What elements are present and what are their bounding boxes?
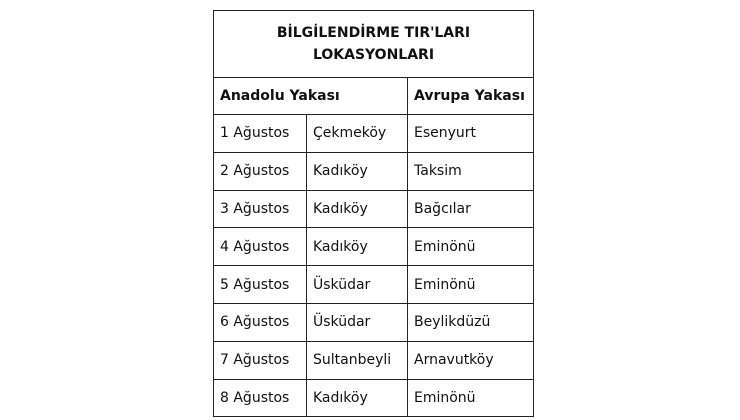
european-location-cell: Bağcılar [408, 190, 534, 228]
date-cell: 2 Ağustos [214, 152, 307, 190]
anatolian-location-cell: Kadıköy [307, 379, 408, 417]
table-row [214, 152, 534, 190]
european-location-cell: Eminönü [408, 266, 534, 304]
table-row [214, 190, 534, 228]
european-location-cell: Beylikdüzü [408, 303, 534, 341]
header-row [214, 78, 534, 115]
locations-table-container [213, 10, 533, 417]
table-row [214, 303, 534, 341]
anatolian-location-cell: Çekmeköy [307, 115, 408, 153]
table-title-line-2: LOKASYONLARI [312, 47, 435, 63]
anatolian-location-cell: Sultanbeyli [307, 341, 408, 379]
table-row [214, 228, 534, 266]
table-title [214, 11, 534, 78]
title-row [214, 11, 534, 78]
table-row [214, 266, 534, 304]
date-cell: 8 Ağustos [214, 379, 307, 417]
european-location-cell: Eminönü [408, 379, 534, 417]
european-location-cell: Esenyurt [408, 115, 534, 153]
european-location-cell: Eminönü [408, 228, 534, 266]
date-cell: 1 Ağustos [214, 115, 307, 153]
anatolian-location-cell: Üsküdar [307, 266, 408, 304]
date-cell: 4 Ağustos [214, 228, 307, 266]
table-title-line-1: BİLGİLENDİRME TIR'LARI [276, 25, 471, 41]
date-cell: 5 Ağustos [214, 266, 307, 304]
european-location-cell: Arnavutköy [408, 341, 534, 379]
table-row [214, 115, 534, 153]
anatolian-location-cell: Kadıköy [307, 190, 408, 228]
anatolian-location-cell: Kadıköy [307, 228, 408, 266]
anatolian-location-cell: Üsküdar [307, 303, 408, 341]
header-anatolian-side: Anadolu Yakası [214, 78, 408, 115]
table-row [214, 341, 534, 379]
header-european-side: Avrupa Yakası [408, 78, 534, 115]
table-row [214, 379, 534, 417]
anatolian-location-cell: Kadıköy [307, 152, 408, 190]
locations-table [213, 10, 534, 417]
date-cell: 6 Ağustos [214, 303, 307, 341]
date-cell: 7 Ağustos [214, 341, 307, 379]
european-location-cell: Taksim [408, 152, 534, 190]
date-cell: 3 Ağustos [214, 190, 307, 228]
